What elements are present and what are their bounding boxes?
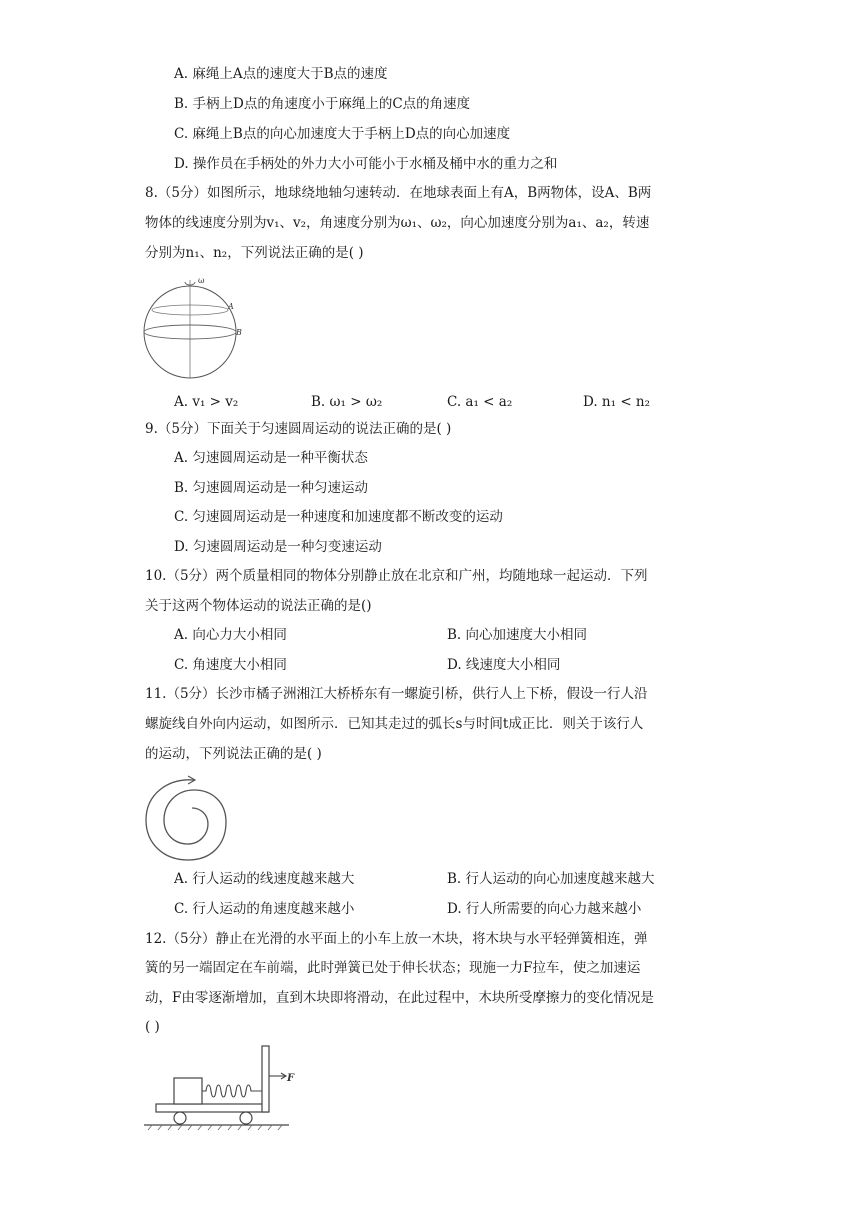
q9-option-a: A. 匀速圆周运动是一种平衡状态: [174, 450, 368, 466]
q11-stem-line1: 11.（5分）长沙市橘子洲湘江大桥桥东有一螺旋引桥，供行人上下桥，假设一行人沿: [145, 686, 648, 702]
q9-option-c: C. 匀速圆周运动是一种速度和加速度都不断改变的运动: [174, 509, 503, 525]
q7-option-a: A. 麻绳上A点的速度大于B点的速度: [174, 66, 388, 82]
figure-force-label: F: [287, 1073, 295, 1084]
q8-stem-line1: 8.（5分）如图所示，地球绕地轴匀速转动．在地球表面上有A，B两物体，设A、B两: [145, 185, 652, 201]
q7-option-b: B. 手柄上D点的角速度小于麻绳上的C点的角速度: [174, 96, 471, 112]
q12-stem-line1: 12.（5分）静止在光滑的水平面上的小车上放一木块，将木块与水平轻弹簧相连，弹: [145, 931, 648, 947]
q8-option-a: A. v₁ > v₂: [174, 394, 239, 410]
spiral-figure: [142, 772, 234, 864]
figure-point-b-label: B: [236, 328, 242, 337]
q10-stem-line1: 10.（5分）两个质量相同的物体分别静止放在北京和广州，均随地球一起运动．下列: [145, 568, 648, 584]
figure-omega-label: ω: [198, 276, 205, 285]
q9-stem: 9.（5分）下面关于匀速圆周运动的说法正确的是( ): [145, 421, 452, 437]
q9-option-b: B. 匀速圆周运动是一种匀速运动: [174, 480, 369, 496]
q8-option-c: C. a₁ < a₂: [447, 394, 513, 410]
cart-spring-figure: [144, 1042, 304, 1132]
q11-option-a: A. 行人运动的线速度越来越大: [174, 871, 355, 887]
q7-option-c: C. 麻绳上B点的向心加速度大于手柄上D点的向心加速度: [174, 126, 511, 142]
q12-stem-line2: 簧的另一端固定在车前端，此时弹簧已处于伸长状态；现施一力F拉车，使之加速运: [145, 960, 641, 976]
q12-stem-line4: ( ): [145, 1019, 160, 1035]
q11-option-b: B. 行人运动的向心加速度越来越大: [447, 871, 655, 887]
q8-stem-line3: 分别为n₁、n₂，下列说法正确的是( ): [145, 245, 364, 261]
q8-option-b: B. ω₁ > ω₂: [311, 394, 383, 410]
q10-option-b: B. 向心加速度大小相同: [447, 627, 588, 643]
q10-option-a: A. 向心力大小相同: [174, 627, 287, 643]
q11-stem-line3: 的运动，下列说法正确的是( ): [145, 746, 322, 762]
q11-option-c: C. 行人运动的角速度越来越小: [174, 901, 355, 917]
q7-option-d: D. 操作员在手柄处的外力大小可能小于水桶及桶中水的重力之和: [174, 156, 558, 172]
q12-stem-line3: 动，F由零逐渐增加，直到木块即将滑动，在此过程中，木块所受摩擦力的变化情况是: [145, 990, 654, 1006]
q9-option-d: D. 匀速圆周运动是一种匀变速运动: [174, 539, 382, 555]
figure-point-a-label: A: [228, 302, 234, 311]
q10-option-d: D. 线速度大小相同: [447, 657, 561, 673]
q8-stem-line2: 物体的线速度分别为v₁、v₂，角速度分别为ω₁、ω₂，向心加速度分别为a₁、a₂，转速: [145, 215, 650, 231]
q10-option-c: C. 角速度大小相同: [174, 657, 287, 673]
q10-stem-line2: 关于这两个物体运动的说法正确的是(): [145, 598, 372, 614]
q11-stem-line2: 螺旋线自外向内运动，如图所示．已知其走过的弧长s与时间t成正比．则关于该行人: [145, 716, 644, 732]
q8-option-d: D. n₁ < n₂: [583, 394, 651, 410]
earth-figure: [140, 272, 250, 382]
q11-option-d: D. 行人所需要的向心力越来越小: [447, 901, 642, 917]
